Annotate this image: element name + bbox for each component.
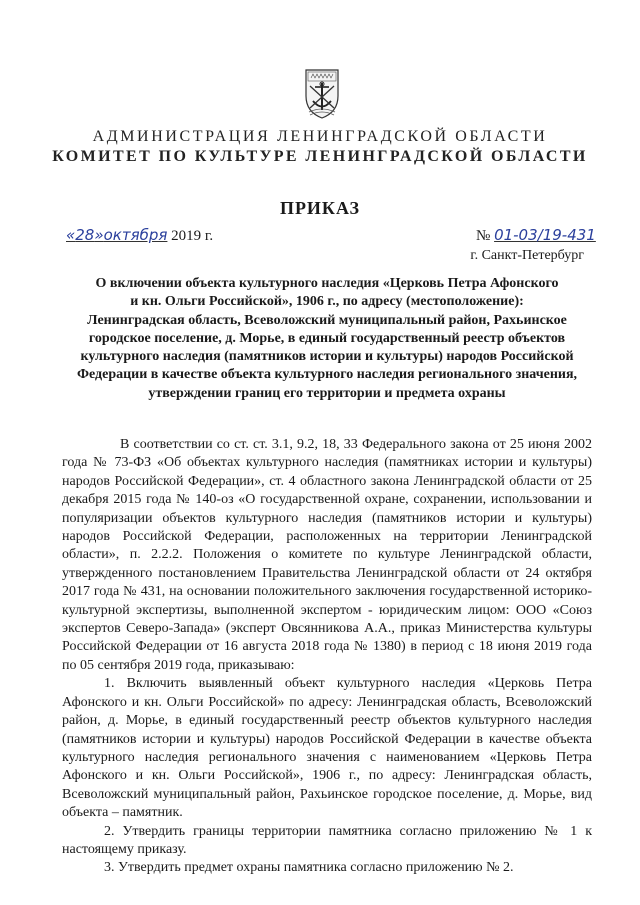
date-open-quote: « [66,226,76,244]
heading-line: Ленинградская область, Всеволожский муниципальный район, Рахьинское [87,312,567,328]
order-item-1: 1. Включить выявленный объект культурного наследия «Церковь Петра Афонского и кн. Ольги Российской» по адресу: Ленинградская область, Всеволожский район, д. Морье, в единый государственный реестр объектов культурного наследия (памятников истории и культуры) народов Российской Федерации в качестве объекта культурного наследия регионального значения с наименованием «Церковь Петра Афонского и кн. Ольги Российской», 1906 г., по адресу: Ленинградская область, Всеволожский муниципальный район, Рахьинское городское поселение, д. Морье, вид объекта – памятник. [62,676,592,821]
date-month: октября [103,226,168,244]
order-body [62,436,592,878]
heading-line: О включении объекта культурного наследия «Церковь Петра Афонского [95,276,559,291]
date-close-quote: » [94,226,104,244]
document-date [66,226,213,245]
heading-line: утверждении границ его территории и предмета охраны [148,385,506,401]
heading-line: городское поселение, д. Морье, в единый государственный реестр объектов [88,330,566,346]
preamble-paragraph: В соответствии со ст. ст. 3.1, 9.2, 18, 33 Федерального закона от 25 июня 2002 года № 73-ФЗ «Об объектах культурного наследия (памятниках истории и культуры) народов Российской Федерации», ст. 4 областного закона Ленинградской области от 25 декабря 2015 года № 140-оз «О государственной охране, сохранении, использовании и популяризации объектов культурного наследия (памятников истории и культуры) народов Российской Федерации, расположенных на территории Ленинградской области», п. 2.2.2. Положения о комитете по культуре Ленинградской области, утвержденного постановлением Правительства Ленинградской области от 24 октября 2017 года № 431, на основании положительного заключения государственной историко-культурной экспертизы, выполненной экспертом - юридическим лицом: ООО «Союз экспертов Северо-Запада» (эксперт Овсянникова А.А., приказ Министерства культуры Российской Федерации от 16 августа 2018 года № 1380) в период с 18 июня 2019 года по 05 сентября 2019 года, приказываю: [62,437,592,673]
document-number [476,226,596,245]
document-place: г. Санкт-Петербург [470,248,584,263]
order-item-3: 3. Утвердить предмет охраны памятника согласно приложению № 2. [104,860,514,876]
number-sign: № [476,228,491,244]
coat-of-arms-emblem [302,66,342,120]
date-year: 2019 г. [171,228,214,244]
date-day: 28 [75,226,95,244]
heading-line: и кн. Ольги Российской», 1906 г., по адресу (местоположение): [130,294,524,310]
committee-name: КОМИТЕТ ПО КУЛЬТУРЕ ЛЕНИНГРАДСКОЙ ОБЛАСТИ [52,148,588,165]
document-title: ПРИКАЗ [279,198,361,218]
organization-name: АДМИНИСТРАЦИЯ ЛЕНИНГРАДСКОЙ ОБЛАСТИ [92,128,548,145]
heading-line: Федерации в качестве объекта культурного наследия регионального значения, [76,367,578,383]
heading-line: культурного наследия (памятников истории и культуры) народов Российской [80,349,574,365]
order-item-2: 2. Утвердить границы территории памятника согласно приложению № 1 к настоящему приказу. [62,823,592,857]
order-heading [64,275,590,403]
number-value: 01-03/19-431 [494,226,596,244]
